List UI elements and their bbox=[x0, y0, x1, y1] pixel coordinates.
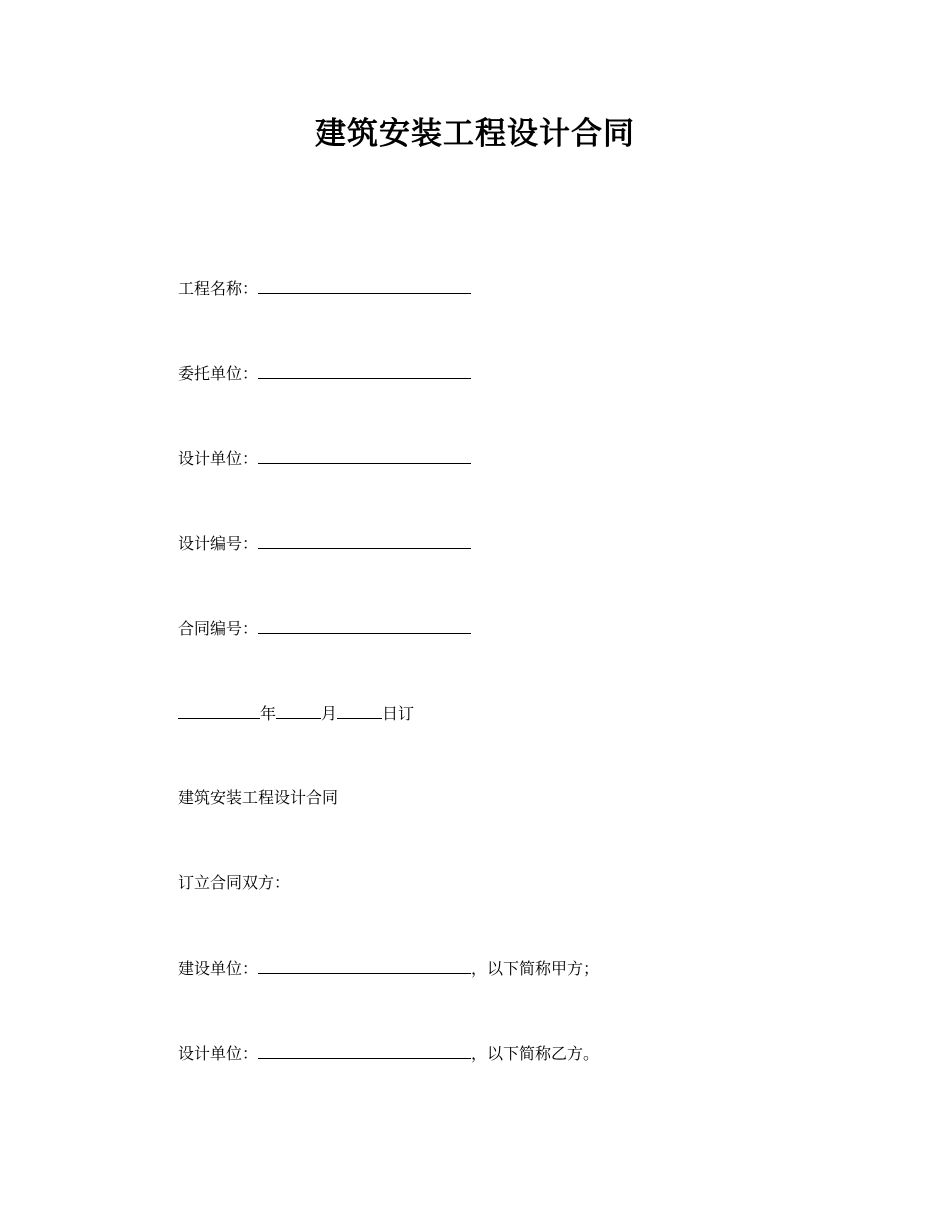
contract-no-blank[interactable] bbox=[258, 616, 471, 634]
party-b-suffix: ，以下简称乙方。 bbox=[471, 1044, 600, 1063]
design-unit-label: 设计单位： bbox=[178, 449, 259, 468]
project-name-row bbox=[178, 276, 471, 301]
client-blank[interactable] bbox=[258, 361, 471, 379]
client-label: 委托单位： bbox=[178, 364, 259, 383]
month-blank[interactable] bbox=[276, 701, 321, 719]
day-blank[interactable] bbox=[337, 701, 382, 719]
party-b-blank[interactable] bbox=[258, 1041, 471, 1059]
party-a-label: 建设单位： bbox=[178, 959, 259, 978]
design-no-label: 设计编号： bbox=[178, 534, 259, 553]
project-name-label: 工程名称： bbox=[178, 279, 259, 298]
contract-no-row bbox=[178, 616, 471, 641]
parties-heading: 订立合同双方： bbox=[178, 873, 291, 892]
day-label: 日订 bbox=[382, 704, 415, 723]
party-a-blank[interactable] bbox=[258, 956, 471, 974]
date-row bbox=[178, 701, 414, 726]
year-blank[interactable] bbox=[178, 701, 260, 719]
party-b-label: 设计单位： bbox=[178, 1044, 259, 1063]
contract-no-label: 合同编号： bbox=[178, 619, 259, 638]
design-unit-blank[interactable] bbox=[258, 446, 471, 464]
year-label: 年 bbox=[260, 704, 277, 723]
document-title: 建筑安装工程设计合同 bbox=[315, 116, 635, 152]
month-label: 月 bbox=[321, 704, 338, 723]
design-no-row bbox=[178, 531, 471, 556]
client-row bbox=[178, 361, 471, 386]
contract-subtitle: 建筑安装工程设计合同 bbox=[178, 788, 339, 807]
project-name-blank[interactable] bbox=[258, 276, 471, 294]
party-a-suffix: ，以下简称甲方； bbox=[471, 959, 600, 978]
party-b-row bbox=[178, 1041, 599, 1066]
design-no-blank[interactable] bbox=[258, 531, 471, 549]
design-unit-row bbox=[178, 446, 471, 471]
party-a-row bbox=[178, 956, 599, 981]
